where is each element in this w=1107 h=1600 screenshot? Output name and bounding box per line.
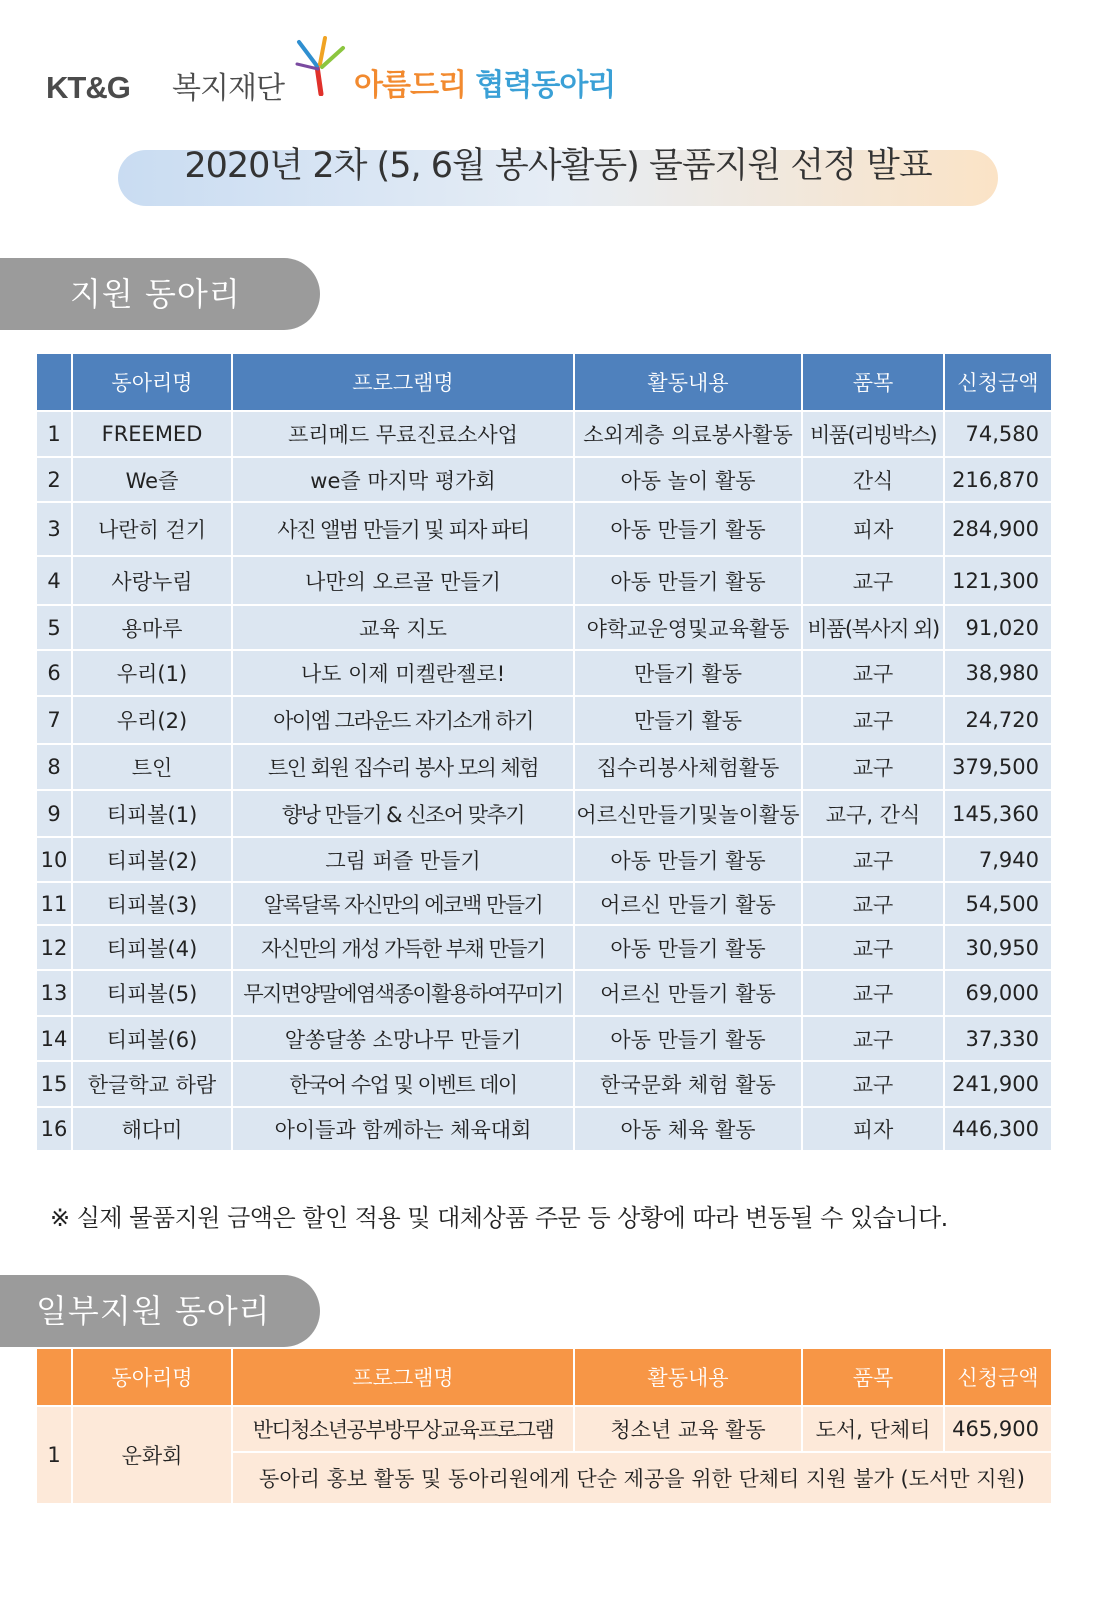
table-header-row <box>36 1348 1052 1406</box>
cell-club: 용마루 <box>72 605 232 650</box>
table-row <box>36 970 1052 1016</box>
cell-activity: 한국문화 체험 활동 <box>574 1061 802 1107</box>
col-header-amount: 신청금액 <box>944 353 1052 411</box>
cell-club: 티피볼(4) <box>72 925 232 970</box>
cell-amount: 69,000 <box>944 970 1052 1016</box>
cell-program: 자신만의 개성 가득한 부채 만들기 <box>232 925 574 970</box>
table-row <box>36 1107 1052 1151</box>
cell-amount: 37,330 <box>944 1016 1052 1061</box>
supported-clubs-table <box>35 352 1053 1152</box>
cell-amount: 54,500 <box>944 882 1052 925</box>
col-header-program: 프로그램명 <box>232 353 574 411</box>
cell-item: 교구, 간식 <box>802 790 944 837</box>
cell-item: 교구 <box>802 1016 944 1061</box>
cell-activity: 아동 체육 활동 <box>574 1107 802 1151</box>
cell-remark: 동아리 홍보 활동 및 동아리원에게 단순 제공을 위한 단체티 지원 불가 (도서만 지원) <box>232 1452 1052 1504</box>
cell-no: 14 <box>36 1016 72 1061</box>
page-title: 2020년 2차 (5, 6월 봉사활동) 물품지원 선정 발표 <box>184 146 932 186</box>
cell-item: 교구 <box>802 556 944 605</box>
cell-club: 티피볼(2) <box>72 837 232 882</box>
cell-item: 교구 <box>802 744 944 790</box>
cell-item: 교구 <box>802 970 944 1016</box>
table-row <box>36 1016 1052 1061</box>
cell-club: 우리(2) <box>72 696 232 744</box>
section-label-partial: 일부지원 동아리 <box>0 1275 320 1347</box>
col-header-amount: 신청금액 <box>944 1348 1052 1406</box>
table-row <box>36 790 1052 837</box>
table-row <box>36 556 1052 605</box>
table-row <box>36 411 1052 457</box>
cell-no: 15 <box>36 1061 72 1107</box>
col-header-club: 동아리명 <box>72 353 232 411</box>
cell-item: 교구 <box>802 696 944 744</box>
cell-activity: 아동 만들기 활동 <box>574 502 802 556</box>
table-row <box>36 925 1052 970</box>
notice-text: ※ 실제 물품지원 금액은 할인 적용 및 대체상품 주문 등 상황에 따라 변동될 수 있습니다. <box>50 1204 948 1232</box>
col-header-no <box>36 1348 72 1406</box>
cell-program: 사진 앨범 만들기 및 피자 파티 <box>232 502 574 556</box>
table-row <box>36 650 1052 696</box>
cell-item: 피자 <box>802 1107 944 1151</box>
cell-program: 교육 지도 <box>232 605 574 650</box>
cell-program: 프리메드 무료진료소사업 <box>232 411 574 457</box>
cell-activity: 어르신만들기및놀이활동 <box>574 790 802 837</box>
cell-no: 6 <box>36 650 72 696</box>
cell-item: 간식 <box>802 457 944 502</box>
col-header-activity: 활동내용 <box>574 1348 802 1406</box>
cell-amount: 38,980 <box>944 650 1052 696</box>
partial-clubs-table <box>35 1347 1053 1505</box>
table-row <box>36 502 1052 556</box>
cell-item: 도서, 단체티 <box>802 1406 944 1452</box>
cell-no: 7 <box>36 696 72 744</box>
cell-activity: 아동 만들기 활동 <box>574 837 802 882</box>
cell-program: 아이들과 함께하는 체육대회 <box>232 1107 574 1151</box>
cell-program: 반디청소년공부방무상교육프로그램 <box>232 1406 574 1452</box>
cell-amount: 241,900 <box>944 1061 1052 1107</box>
cell-program: 무지면양말에염색종이활용하여꾸미기 <box>232 970 574 1016</box>
cell-amount: 30,950 <box>944 925 1052 970</box>
cell-activity: 만들기 활동 <box>574 650 802 696</box>
cell-program: 아이엠 그라운드 자기소개 하기 <box>232 696 574 744</box>
ktg-logo: KT&G <box>46 70 130 105</box>
cell-club: FREEMED <box>72 411 232 457</box>
cell-item: 교구 <box>802 925 944 970</box>
table-row <box>36 1406 1052 1452</box>
cell-amount: 121,300 <box>944 556 1052 605</box>
section-label-supported: 지원 동아리 <box>0 258 320 330</box>
cell-item: 교구 <box>802 882 944 925</box>
cell-no: 5 <box>36 605 72 650</box>
cell-program: 그림 퍼즐 만들기 <box>232 837 574 882</box>
cell-no: 13 <box>36 970 72 1016</box>
cell-activity: 청소년 교육 활동 <box>574 1406 802 1452</box>
foundation-name: 복지재단 <box>172 71 284 106</box>
cell-activity: 어르신 만들기 활동 <box>574 970 802 1016</box>
cell-no: 16 <box>36 1107 72 1151</box>
cell-program: 한국어 수업 및 이벤트 데이 <box>232 1061 574 1107</box>
cell-club: 사랑누림 <box>72 556 232 605</box>
cell-item: 비품(복사지 외) <box>802 605 944 650</box>
cell-no: 9 <box>36 790 72 837</box>
cell-no: 1 <box>36 1406 72 1504</box>
cell-program: 나만의 오르골 만들기 <box>232 556 574 605</box>
col-header-program: 프로그램명 <box>232 1348 574 1406</box>
cell-program: 알록달록 자신만의 에코백 만들기 <box>232 882 574 925</box>
col-header-item: 품목 <box>802 1348 944 1406</box>
table-row <box>36 457 1052 502</box>
cell-no: 8 <box>36 744 72 790</box>
cell-activity: 집수리봉사체험활동 <box>574 744 802 790</box>
cell-activity: 소외계층 의료봉사활동 <box>574 411 802 457</box>
header <box>46 36 1046 106</box>
cell-program: 트인 회원 집수리 봉사 모의 체험 <box>232 744 574 790</box>
col-header-no <box>36 353 72 411</box>
table-row <box>36 1061 1052 1107</box>
cell-amount: 379,500 <box>944 744 1052 790</box>
cell-amount: 145,360 <box>944 790 1052 837</box>
cell-no: 10 <box>36 837 72 882</box>
cell-amount: 91,020 <box>944 605 1052 650</box>
cell-program: we즐 마지막 평가회 <box>232 457 574 502</box>
cell-club: 티피볼(6) <box>72 1016 232 1061</box>
col-header-activity: 활동내용 <box>574 353 802 411</box>
cell-club: 우리(1) <box>72 650 232 696</box>
cell-activity: 아동 만들기 활동 <box>574 556 802 605</box>
cell-club: 한글학교 하람 <box>72 1061 232 1107</box>
cell-club: 트인 <box>72 744 232 790</box>
cell-amount: 216,870 <box>944 457 1052 502</box>
cell-club: 티피볼(3) <box>72 882 232 925</box>
cell-amount: 24,720 <box>944 696 1052 744</box>
cell-club: 해다미 <box>72 1107 232 1151</box>
cell-amount: 284,900 <box>944 502 1052 556</box>
cell-club: We즐 <box>72 457 232 502</box>
cell-amount: 465,900 <box>944 1406 1052 1452</box>
cell-no: 2 <box>36 457 72 502</box>
cell-club: 나란히 걷기 <box>72 502 232 556</box>
table-row <box>36 744 1052 790</box>
cell-activity: 야학교운영및교육활동 <box>574 605 802 650</box>
cell-activity: 만들기 활동 <box>574 696 802 744</box>
cell-club: 티피볼(1) <box>72 790 232 837</box>
cell-activity: 아동 만들기 활동 <box>574 1016 802 1061</box>
table-row <box>36 696 1052 744</box>
cell-activity: 아동 만들기 활동 <box>574 925 802 970</box>
cell-no: 12 <box>36 925 72 970</box>
cell-program: 향낭 만들기 & 신조어 맞추기 <box>232 790 574 837</box>
cell-amount: 74,580 <box>944 411 1052 457</box>
cell-no: 3 <box>36 502 72 556</box>
cell-amount: 446,300 <box>944 1107 1052 1151</box>
club-name: 아름드리 협력동아리 <box>354 68 616 103</box>
cell-no: 4 <box>36 556 72 605</box>
table-row <box>36 605 1052 650</box>
cell-program: 알쏭달쏭 소망나무 만들기 <box>232 1016 574 1061</box>
cell-item: 교구 <box>802 1061 944 1107</box>
table-row <box>36 882 1052 925</box>
col-header-item: 품목 <box>802 353 944 411</box>
cell-club: 운화회 <box>72 1406 232 1504</box>
table-header-row <box>36 353 1052 411</box>
col-header-club: 동아리명 <box>72 1348 232 1406</box>
cell-activity: 아동 놀이 활동 <box>574 457 802 502</box>
cell-item: 비품(리빙박스) <box>802 411 944 457</box>
cell-item: 피자 <box>802 502 944 556</box>
cell-club: 티피볼(5) <box>72 970 232 1016</box>
table-row <box>36 837 1052 882</box>
cell-amount: 7,940 <box>944 837 1052 882</box>
cell-no: 1 <box>36 411 72 457</box>
cell-no: 11 <box>36 882 72 925</box>
cell-activity: 어르신 만들기 활동 <box>574 882 802 925</box>
cell-item: 교구 <box>802 650 944 696</box>
cell-item: 교구 <box>802 837 944 882</box>
spark-logo-icon <box>291 36 351 96</box>
cell-program: 나도 이제 미켈란젤로! <box>232 650 574 696</box>
